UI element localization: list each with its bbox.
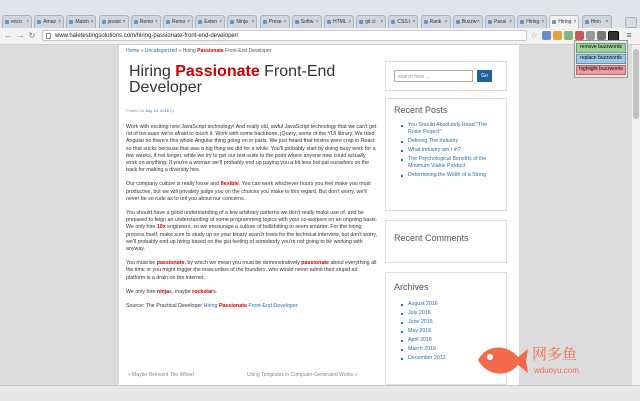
breadcrumb [126, 48, 271, 54]
buzzword-highlight: passionate [301, 260, 329, 267]
tab-close-icon[interactable]: × [283, 19, 287, 25]
replace-buzzwords-button[interactable]: replace buzzwords [576, 54, 626, 64]
tab-close-icon[interactable]: × [412, 19, 416, 25]
forward-arrow-icon[interactable]: → [15, 30, 25, 40]
browser-tab[interactable] [582, 15, 612, 28]
buzzword-highlight: passionate [156, 260, 185, 267]
tab-close-icon[interactable]: × [573, 19, 577, 25]
search-widget [385, 61, 507, 91]
tab-favicon-icon [263, 20, 267, 24]
tab-close-icon[interactable]: × [541, 19, 545, 25]
tab-close-icon[interactable]: × [476, 19, 480, 25]
tab-close-icon[interactable]: × [122, 19, 126, 25]
window-bottom-bar [0, 385, 640, 401]
tab-close-icon[interactable]: × [90, 19, 94, 25]
tab-favicon-icon [456, 20, 460, 24]
tab-close-icon[interactable]: × [187, 19, 190, 25]
browser-tab[interactable] [453, 15, 483, 28]
paragraph: You should have a good understanding of a few arbitrary patterns we don't really make use of, and be prepared to feign an understanding of some programming topics with your co-workers on an ongoing basis. We only hire 10x engineers, so we encourage a culture of bullshitting to seem smarter. For the hiring process itself, make sure to study up on your binary search trees for the technical interview, but don't worry, we'll probably end up hiring based on the gut feeling of somebody you're not going to be working with anyway. [126, 210, 378, 253]
tab-label: Buzzw [461, 19, 477, 25]
buzzword-highlight: Passionate [197, 48, 224, 54]
paragraph: You must be passionate, by which we mean you must be demonstratively passionate about everything all the time or you might trigger the insecurities of the founders, who would never admit their stupid ad platform is a drain on the internet. [126, 260, 377, 281]
tab-favicon-icon [198, 20, 202, 24]
search-go-button[interactable]: Go [477, 70, 492, 82]
tab-close-icon[interactable]: × [219, 19, 223, 25]
tab-label: Hiring [526, 19, 540, 25]
browser-tab[interactable] [388, 15, 418, 28]
watermark-logo [472, 337, 592, 383]
browser-tab[interactable] [66, 15, 96, 28]
recent-comments-widget [385, 220, 507, 263]
post-date-link[interactable]: July 14, 2016 [145, 108, 169, 113]
browser-tab[interactable] [260, 15, 290, 28]
archive-link[interactable]: June 2016 [400, 319, 500, 326]
post-body [126, 124, 378, 317]
previous-post-link[interactable]: « Maybe Reinvent The Wheel [128, 372, 194, 378]
recent-post-link[interactable]: Determining the Width of a String [400, 172, 500, 179]
widget-title: Archives [394, 282, 429, 292]
tab-close-icon[interactable]: × [315, 19, 319, 25]
tab-close-icon[interactable]: × [348, 19, 351, 25]
extension-icon[interactable] [542, 31, 551, 40]
tab-close-icon[interactable]: × [444, 19, 448, 25]
back-arrow-icon[interactable]: ← [3, 30, 13, 40]
tab-favicon-icon [230, 20, 234, 24]
remove-buzzwords-button[interactable]: remove buzzwords [576, 43, 626, 53]
browser-tab[interactable] [292, 15, 322, 28]
buzzword-highlight: Passionate [175, 63, 260, 80]
tab-label: Remo [139, 19, 154, 25]
watermark-cn-text: 网多鱼 [532, 345, 578, 363]
browser-toolbar [0, 28, 640, 45]
browser-tab[interactable] [227, 15, 257, 28]
paragraph: We only hire ninjas, maybe rockstars. [126, 288, 218, 295]
browser-tab[interactable] [517, 15, 547, 28]
browser-tab-strip [0, 0, 640, 28]
breadcrumb-current: Hiring Passionate Front-End Developer [182, 48, 272, 54]
tab-label: HTML [333, 19, 347, 25]
tab-label: Exten [204, 19, 217, 25]
recent-post-link[interactable]: Defining The Industry [400, 138, 500, 145]
highlight-buzzwords-button[interactable]: highlight buzzwords [576, 65, 626, 75]
archive-link[interactable]: April 2016 [400, 337, 500, 344]
tab-favicon-icon [520, 20, 524, 24]
widget-title: Recent Posts [394, 105, 448, 115]
fish-logo-icon [472, 337, 592, 383]
tab-label: CSS t [397, 19, 411, 25]
archive-link[interactable]: March 2016 [400, 346, 500, 353]
breadcrumb-separator: » [177, 48, 183, 54]
widget-title: Recent Comments [394, 233, 469, 243]
tab-favicon-icon [295, 20, 299, 24]
tab-label: Match [75, 19, 90, 25]
tab-close-icon[interactable]: × [509, 19, 512, 25]
recent-post-link[interactable]: The Psychological Benefits of the Minimum Viable Product [400, 156, 500, 170]
tab-favicon-icon [5, 20, 9, 24]
page-content [119, 45, 519, 385]
tab-label: enco [11, 19, 22, 25]
address-bar[interactable] [42, 30, 527, 41]
extension-icon[interactable] [575, 31, 584, 40]
browser-tab[interactable] [549, 15, 579, 28]
browser-tab[interactable] [356, 15, 386, 28]
buzzword-highlight: 10x [156, 224, 166, 231]
tab-favicon-icon [359, 20, 363, 24]
browser-tab[interactable] [2, 15, 32, 28]
extension-icon[interactable] [553, 31, 562, 40]
recent-posts-widget [385, 98, 507, 211]
tab-favicon-icon [102, 20, 106, 24]
tab-favicon-icon [488, 20, 492, 24]
tab-label: Amaz [43, 19, 56, 25]
tab-label: Hiring [558, 19, 572, 25]
post-title: Hiring Passionate Front-End Developer [129, 63, 336, 96]
browser-tab[interactable] [195, 15, 225, 28]
new-tab-button[interactable] [625, 17, 637, 28]
tab-label: Hirin [590, 19, 601, 25]
tab-favicon-icon [424, 20, 428, 24]
tab-close-icon[interactable]: × [251, 19, 255, 25]
buzzword-highlight: rockstar [192, 288, 214, 295]
tab-label: Ninja [236, 19, 248, 25]
tab-label: Rank [429, 19, 442, 25]
browser-tab[interactable] [324, 15, 354, 28]
recent-posts-list [400, 122, 500, 181]
bookmark-star-icon[interactable]: ☆ [530, 31, 538, 40]
browser-tab[interactable] [421, 15, 451, 28]
buzzword-highlight: flexible [220, 181, 239, 188]
tab-label: Remo [172, 19, 186, 25]
tab-close-icon[interactable]: × [58, 19, 62, 25]
browser-tab[interactable] [99, 15, 129, 28]
archive-link[interactable]: December 2012 [400, 355, 500, 362]
archive-link[interactable]: July 2016 [400, 310, 500, 317]
page-viewport [0, 45, 632, 385]
tab-favicon-icon [69, 20, 73, 24]
source-link[interactable]: Hiring Passionate Front-End Developer [203, 303, 298, 310]
paragraph: Our company culture is really loose and flexible. You can work whichever hours you feel make you most productive, but we will privately judge you on the choices you make to this regard. But don't worry, we'll never be so rude as to tell you about our concerns. [126, 181, 371, 202]
buzzword-extension-popup [574, 40, 628, 78]
tab-label: Softw [300, 19, 314, 25]
tab-favicon-icon [585, 20, 589, 24]
tab-favicon-icon [327, 20, 331, 24]
reload-icon[interactable]: ↻ [28, 31, 36, 40]
recent-post-link[interactable]: What industry am I in? [400, 147, 500, 154]
watermark-url-text: wduoyu.com [534, 366, 579, 375]
tab-label: Prese [268, 19, 282, 25]
extension-icon[interactable] [597, 31, 606, 40]
tab-label: javasc [107, 19, 122, 25]
browser-tab[interactable] [485, 15, 515, 28]
tab-favicon-icon [134, 20, 138, 24]
buzzword-highlight: ninja [156, 288, 170, 295]
tab-favicon-icon [166, 20, 170, 24]
tab-favicon-icon [552, 20, 556, 24]
breadcrumb-home[interactable]: Home [126, 48, 140, 54]
archive-link[interactable]: May 2016 [400, 328, 500, 335]
tab-close-icon[interactable]: × [26, 19, 29, 25]
tab-favicon-icon [391, 20, 395, 24]
extension-icon[interactable] [586, 31, 595, 40]
next-post-link[interactable]: Using Templates in Computer-Generated Works » [247, 372, 358, 378]
tab-close-icon[interactable]: × [380, 19, 384, 25]
tab-label: git cl [365, 19, 376, 25]
page-icon [46, 33, 51, 39]
paragraph: Work with exciting new JavaScript technology! And really old, awful JavaScript technology that we can't get rid of because we're afraid to touch it. Work with some backbone, jQuery, some of the YUI library. We tried Angular so there's this whole Angular thing going on in parts. We just heard that mixins were crap in React so that sucks because that was a big thing we did for a while. You'll probably start by doing busy work for a few weeks, if not longer, while we try to get our test-suite to the point where anyone new could actually work on anything. If you're a woman we'll probably end up paying you a bit less but pat ourselves on the back for making a diversity hire. [126, 124, 377, 174]
menu-icon[interactable]: ≡ [626, 30, 632, 40]
buzzword-highlight: Passionate [218, 303, 247, 310]
tab-favicon-icon [37, 20, 41, 24]
browser-tab[interactable] [131, 15, 161, 28]
source-line: Source: The Practical Developer Hiring Passionate Front-End Developer [126, 303, 298, 310]
archive-link[interactable]: August 2016 [400, 301, 500, 308]
post-meta: Posted on July 14, 2016 by [126, 108, 175, 113]
extension-icon[interactable] [564, 31, 573, 40]
tab-close-icon[interactable]: × [605, 19, 609, 25]
address-url: www.haletestingsolutions.com/hiring-passionate-front-end-developer/ [55, 33, 239, 39]
recent-post-link[interactable]: You Should Absolutely Read "The Rosie Project" [400, 122, 500, 136]
browser-tab[interactable] [34, 15, 64, 28]
tab-label: Passi [494, 19, 507, 25]
search-input[interactable]: search here ... [394, 70, 473, 82]
scrollbar-thumb[interactable] [633, 49, 639, 119]
breadcrumb-separator: » [139, 48, 145, 54]
tab-close-icon[interactable]: × [154, 19, 158, 25]
browser-tab[interactable] [163, 15, 193, 28]
breadcrumb-category[interactable]: Uncategorized [144, 48, 178, 54]
